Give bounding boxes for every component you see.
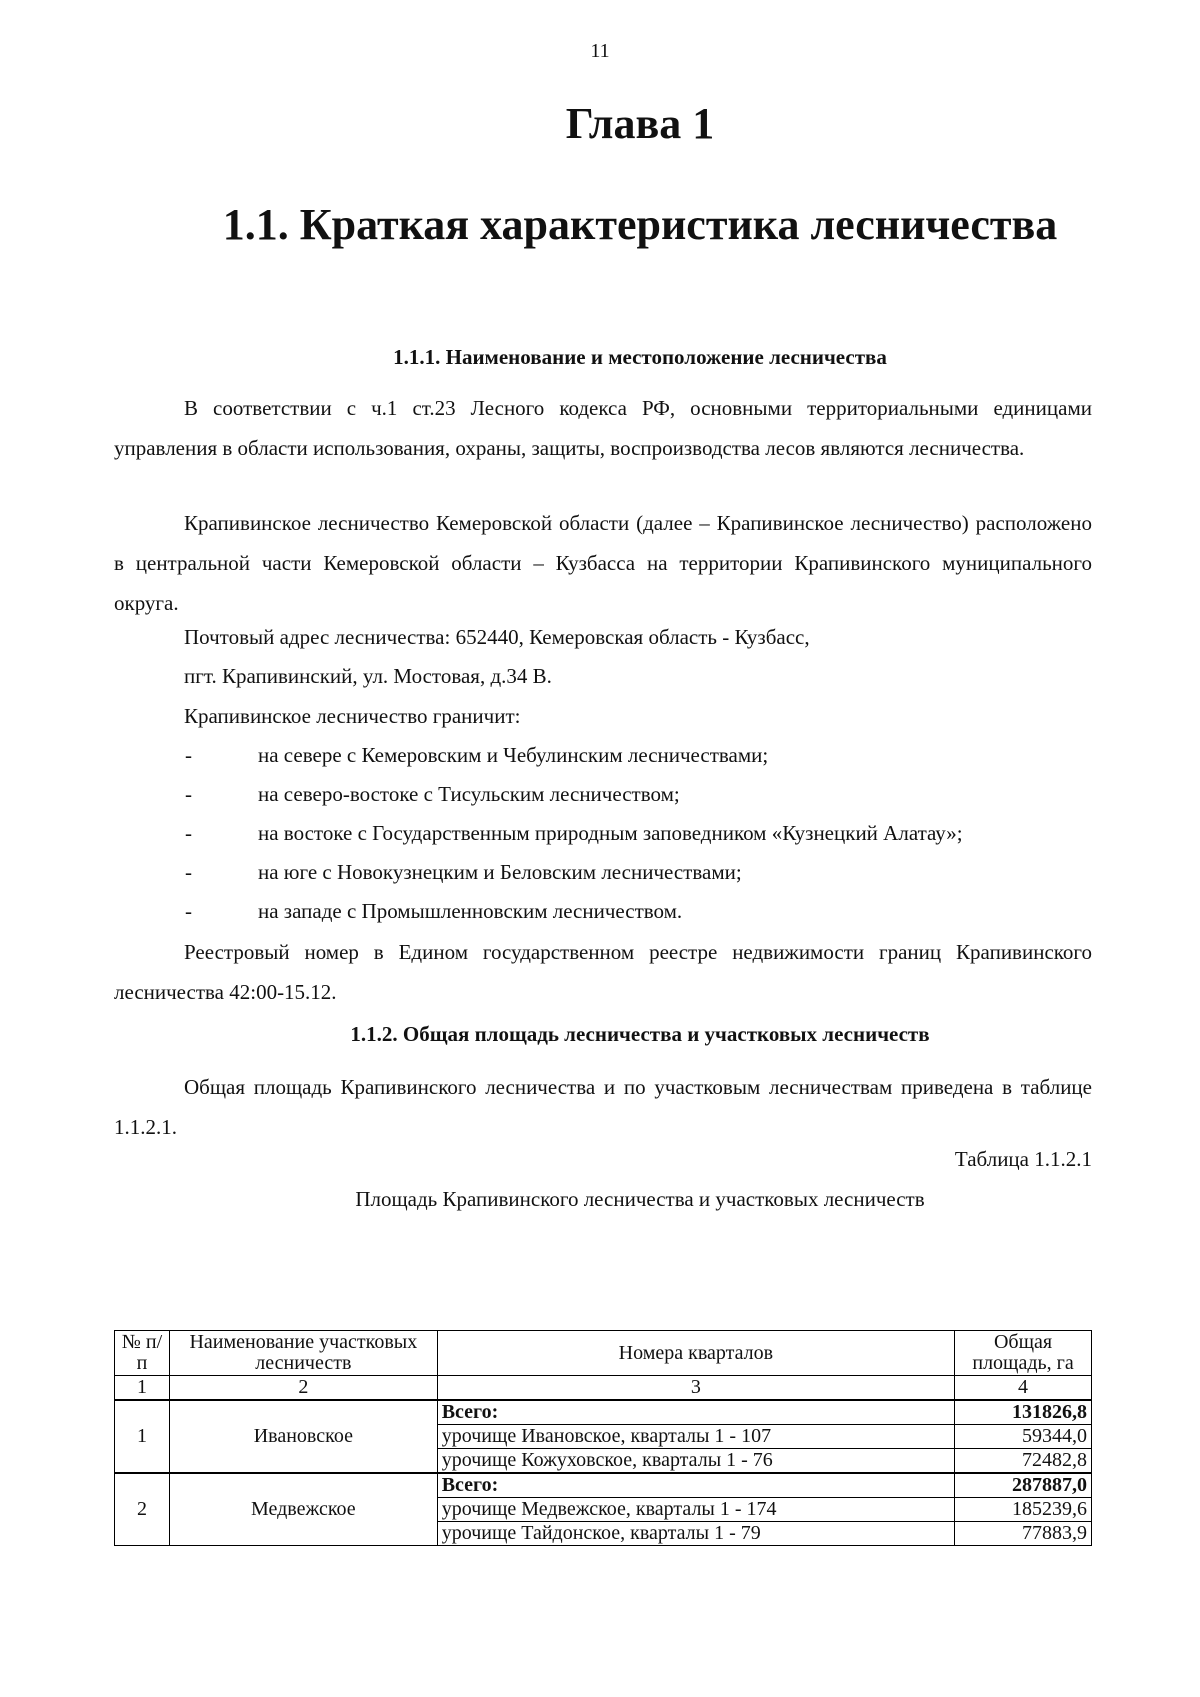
section-title: 1.1. Краткая характеристика лесничества <box>222 200 1058 249</box>
borders-intro: Крапивинское лесничество граничит: <box>184 704 521 728</box>
subsection-title-2: 1.1.2. Общая площадь лесничества и участковых лесничеств <box>350 1022 930 1046</box>
header-area: Общая площадь, га <box>955 1331 1092 1376</box>
table-row <box>115 1473 1092 1498</box>
table-label: Таблица 1.1.2.1 <box>954 1147 1092 1171</box>
group-num: 1 <box>115 1400 170 1473</box>
list-item: на севере с Кемеровским и Чебулинским лесничествами; <box>258 743 769 767</box>
list-item: на северо-востоке с Тисульским лесничеством; <box>258 782 680 806</box>
table-title: Площадь Крапивинского лесничества и участковых лесничеств <box>355 1187 925 1211</box>
list-item: на юге с Новокузнецким и Беловским лесничествами; <box>258 860 742 884</box>
column-numbers-row <box>115 1376 1092 1401</box>
chapter-title: Глава 1 <box>565 99 715 148</box>
table-row <box>115 1400 1092 1425</box>
area-cell: 77883,9 <box>955 1522 1092 1546</box>
area-cell: 59344,0 <box>955 1425 1092 1449</box>
header-name: Наименование участковых лесничеств <box>169 1331 437 1376</box>
subsection-title-1: 1.1.1. Наименование и местоположение лесничества <box>393 345 887 369</box>
quarters-cell: урочище Медвежское, кварталы 1 - 174 <box>437 1498 954 1522</box>
col-number: 4 <box>955 1376 1092 1401</box>
quarters-cell: урочище Кожуховское, кварталы 1 - 76 <box>437 1449 954 1474</box>
paragraph-registry: Реестровый номер в Едином государственном реестре недвижимости границ Крапивинского лесничества 42:00-15.12. <box>114 940 1092 1004</box>
page-number: 11 <box>590 40 610 62</box>
col-number: 1 <box>115 1376 170 1401</box>
list-bullet: - <box>185 782 192 806</box>
list-bullet: - <box>185 821 192 845</box>
quarters-cell: урочище Тайдонское, кварталы 1 - 79 <box>437 1522 954 1546</box>
header-num: № п/п <box>115 1331 170 1376</box>
list-bullet: - <box>185 899 192 923</box>
group-total-value: 131826,8 <box>955 1400 1092 1425</box>
quarters-cell: урочище Ивановское, кварталы 1 - 107 <box>437 1425 954 1449</box>
address-line-2: пгт. Крапивинский, ул. Мостовая, д.34 В. <box>184 664 552 688</box>
group-total-label: Всего: <box>437 1473 954 1498</box>
list-bullet: - <box>185 860 192 884</box>
table-header-row <box>115 1331 1092 1376</box>
area-cell: 185239,6 <box>955 1498 1092 1522</box>
group-num: 2 <box>115 1473 170 1546</box>
paragraph-location: Крапивинское лесничество Кемеровской области (далее – Крапивинское лесничество) расположено в центральной части Кемеровской области – Кузбасса на территории Крапивинского муниципального округа. <box>114 511 1092 615</box>
list-item: на востоке с Государственным природным заповедником «Кузнецкий Алатау»; <box>258 821 963 845</box>
list-item: на западе с Промышленновским лесничеством. <box>258 899 683 923</box>
area-cell: 72482,8 <box>955 1449 1092 1474</box>
paragraph-area-intro: Общая площадь Крапивинского лесничества и по участковым лесничествам приведена в таблице 1.1.2.1. <box>114 1075 1092 1139</box>
group-name: Ивановское <box>169 1400 437 1473</box>
address-line-1: Почтовый адрес лесничества: 652440, Кемеровская область - Кузбасс, <box>184 625 810 649</box>
area-table <box>114 1330 1092 1546</box>
paragraph-legal-basis: В соответствии с ч.1 ст.23 Лесного кодекса РФ, основными территориальными единицами управления в области использования, охраны, защиты, воспроизводства лесов являются лесничества. <box>114 396 1092 460</box>
header-quarters: Номера кварталов <box>437 1331 954 1376</box>
group-total-label: Всего: <box>437 1400 954 1425</box>
col-number: 3 <box>437 1376 954 1401</box>
group-total-value: 287887,0 <box>955 1473 1092 1498</box>
group-name: Медвежское <box>169 1473 437 1546</box>
col-number: 2 <box>169 1376 437 1401</box>
list-bullet: - <box>185 743 192 767</box>
